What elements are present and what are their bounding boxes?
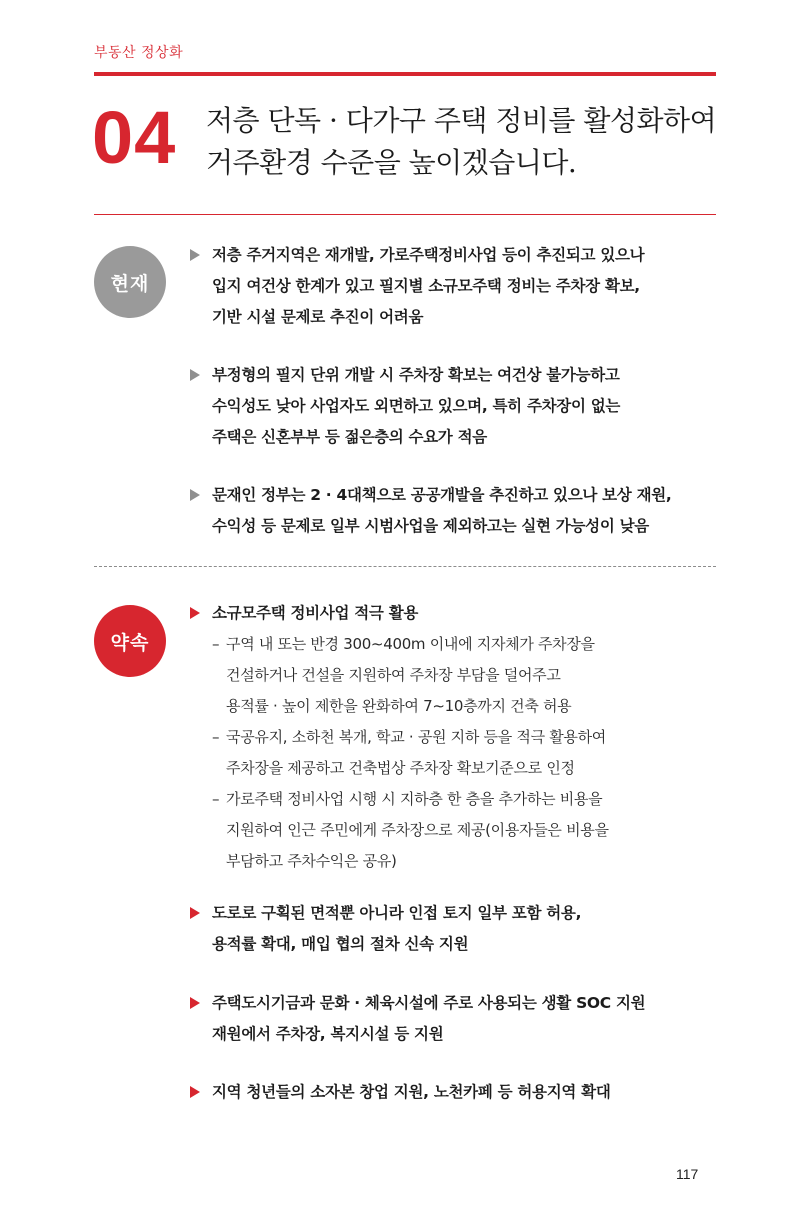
current-badge: 현재 <box>94 246 166 318</box>
page-number: 117 <box>676 1166 699 1182</box>
dash-marker: – <box>212 635 220 653</box>
sub-item-line: 부담하고 주차수익은 공유) <box>226 852 397 870</box>
item-line: 주택은 신혼부부 등 젊은층의 수요가 적음 <box>212 428 487 446</box>
item-line: 수익성 등 문제로 일부 시범사업을 제외하고는 실현 가능성이 낮음 <box>212 517 649 535</box>
item-line: 입지 여건상 한계가 있고 필지별 소규모주택 정비는 주차장 확보, <box>212 277 640 295</box>
item-line: 부정형의 필지 단위 개발 시 주차장 확보는 여건상 불가능하고 <box>212 366 620 384</box>
header-label: 부동산 정상화 <box>94 45 184 61</box>
section-title-line: 거주환경 수준을 높이겠습니다. <box>206 146 577 179</box>
section-number: 04 <box>92 96 177 179</box>
title-divider <box>94 214 716 215</box>
triangle-bullet-icon <box>190 489 200 501</box>
sub-item-line: 가로주택 정비사업 시행 시 지하층 한 층을 추가하는 비용을 <box>226 790 603 808</box>
sub-item <box>212 722 730 784</box>
current-item <box>190 360 730 453</box>
sub-item-line: 구역 내 또는 반경 300∼400m 이내에 지자체가 주차장을 <box>226 635 595 653</box>
item-line: 주택도시기금과 문화 · 체육시설에 주로 사용되는 생활 SOC 지원 <box>212 994 646 1012</box>
sub-item-line: 건설하거나 건설을 지원하여 주차장 부담을 덜어주고 <box>226 666 561 684</box>
item-line: 재원에서 주차장, 복지시설 등 지원 <box>212 1025 444 1043</box>
triangle-bullet-icon <box>190 369 200 381</box>
sub-item <box>212 629 730 722</box>
section-title-line: 저층 단독 · 다가구 주택 정비를 활성화하여 <box>206 104 717 137</box>
item-line: 소규모주택 정비사업 적극 활용 <box>212 604 419 622</box>
section-divider <box>94 566 716 567</box>
sub-item-line: 지원하여 인근 주민에게 주차장으로 제공(이용자들은 비용을 <box>226 821 609 839</box>
promise-item <box>190 988 730 1050</box>
promise-item <box>190 898 730 960</box>
section-title <box>206 100 726 184</box>
triangle-bullet-icon <box>190 249 200 261</box>
promise-item <box>190 1077 730 1108</box>
item-line: 수익성도 낮아 사업자도 외면하고 있으며, 특히 주차장이 없는 <box>212 397 621 415</box>
item-line: 기반 시설 문제로 추진이 어려움 <box>212 308 424 326</box>
sub-item <box>212 784 730 877</box>
current-item <box>190 240 730 333</box>
promise-badge: 약속 <box>94 605 166 677</box>
item-line: 용적률 확대, 매입 협의 절차 신속 지원 <box>212 935 469 953</box>
dash-marker: – <box>212 790 220 808</box>
triangle-bullet-icon <box>190 1086 200 1098</box>
dash-marker: – <box>212 728 220 746</box>
current-item <box>190 480 730 542</box>
triangle-bullet-icon <box>190 607 200 619</box>
sub-item-line: 주차장을 제공하고 건축법상 주차장 확보기준으로 인정 <box>226 759 575 777</box>
top-divider <box>94 72 716 76</box>
triangle-bullet-icon <box>190 907 200 919</box>
sub-item-line: 국공유지, 소하천 복개, 학교 · 공원 지하 등을 적극 활용하여 <box>226 728 606 746</box>
item-line: 저층 주거지역은 재개발, 가로주택정비사업 등이 추진되고 있으나 <box>212 246 645 264</box>
promise-item <box>190 598 730 877</box>
item-line: 지역 청년들의 소자본 창업 지원, 노천카페 등 허용지역 확대 <box>212 1083 611 1101</box>
sub-item-line: 용적률 · 높이 제한을 완화하여 7∼10층까지 건축 허용 <box>226 697 572 715</box>
item-line: 문재인 정부는 2 · 4대책으로 공공개발을 추진하고 있으나 보상 재원, <box>212 486 672 504</box>
item-line: 도로로 구획된 면적뿐 아니라 인접 토지 일부 포함 허용, <box>212 904 582 922</box>
triangle-bullet-icon <box>190 997 200 1009</box>
